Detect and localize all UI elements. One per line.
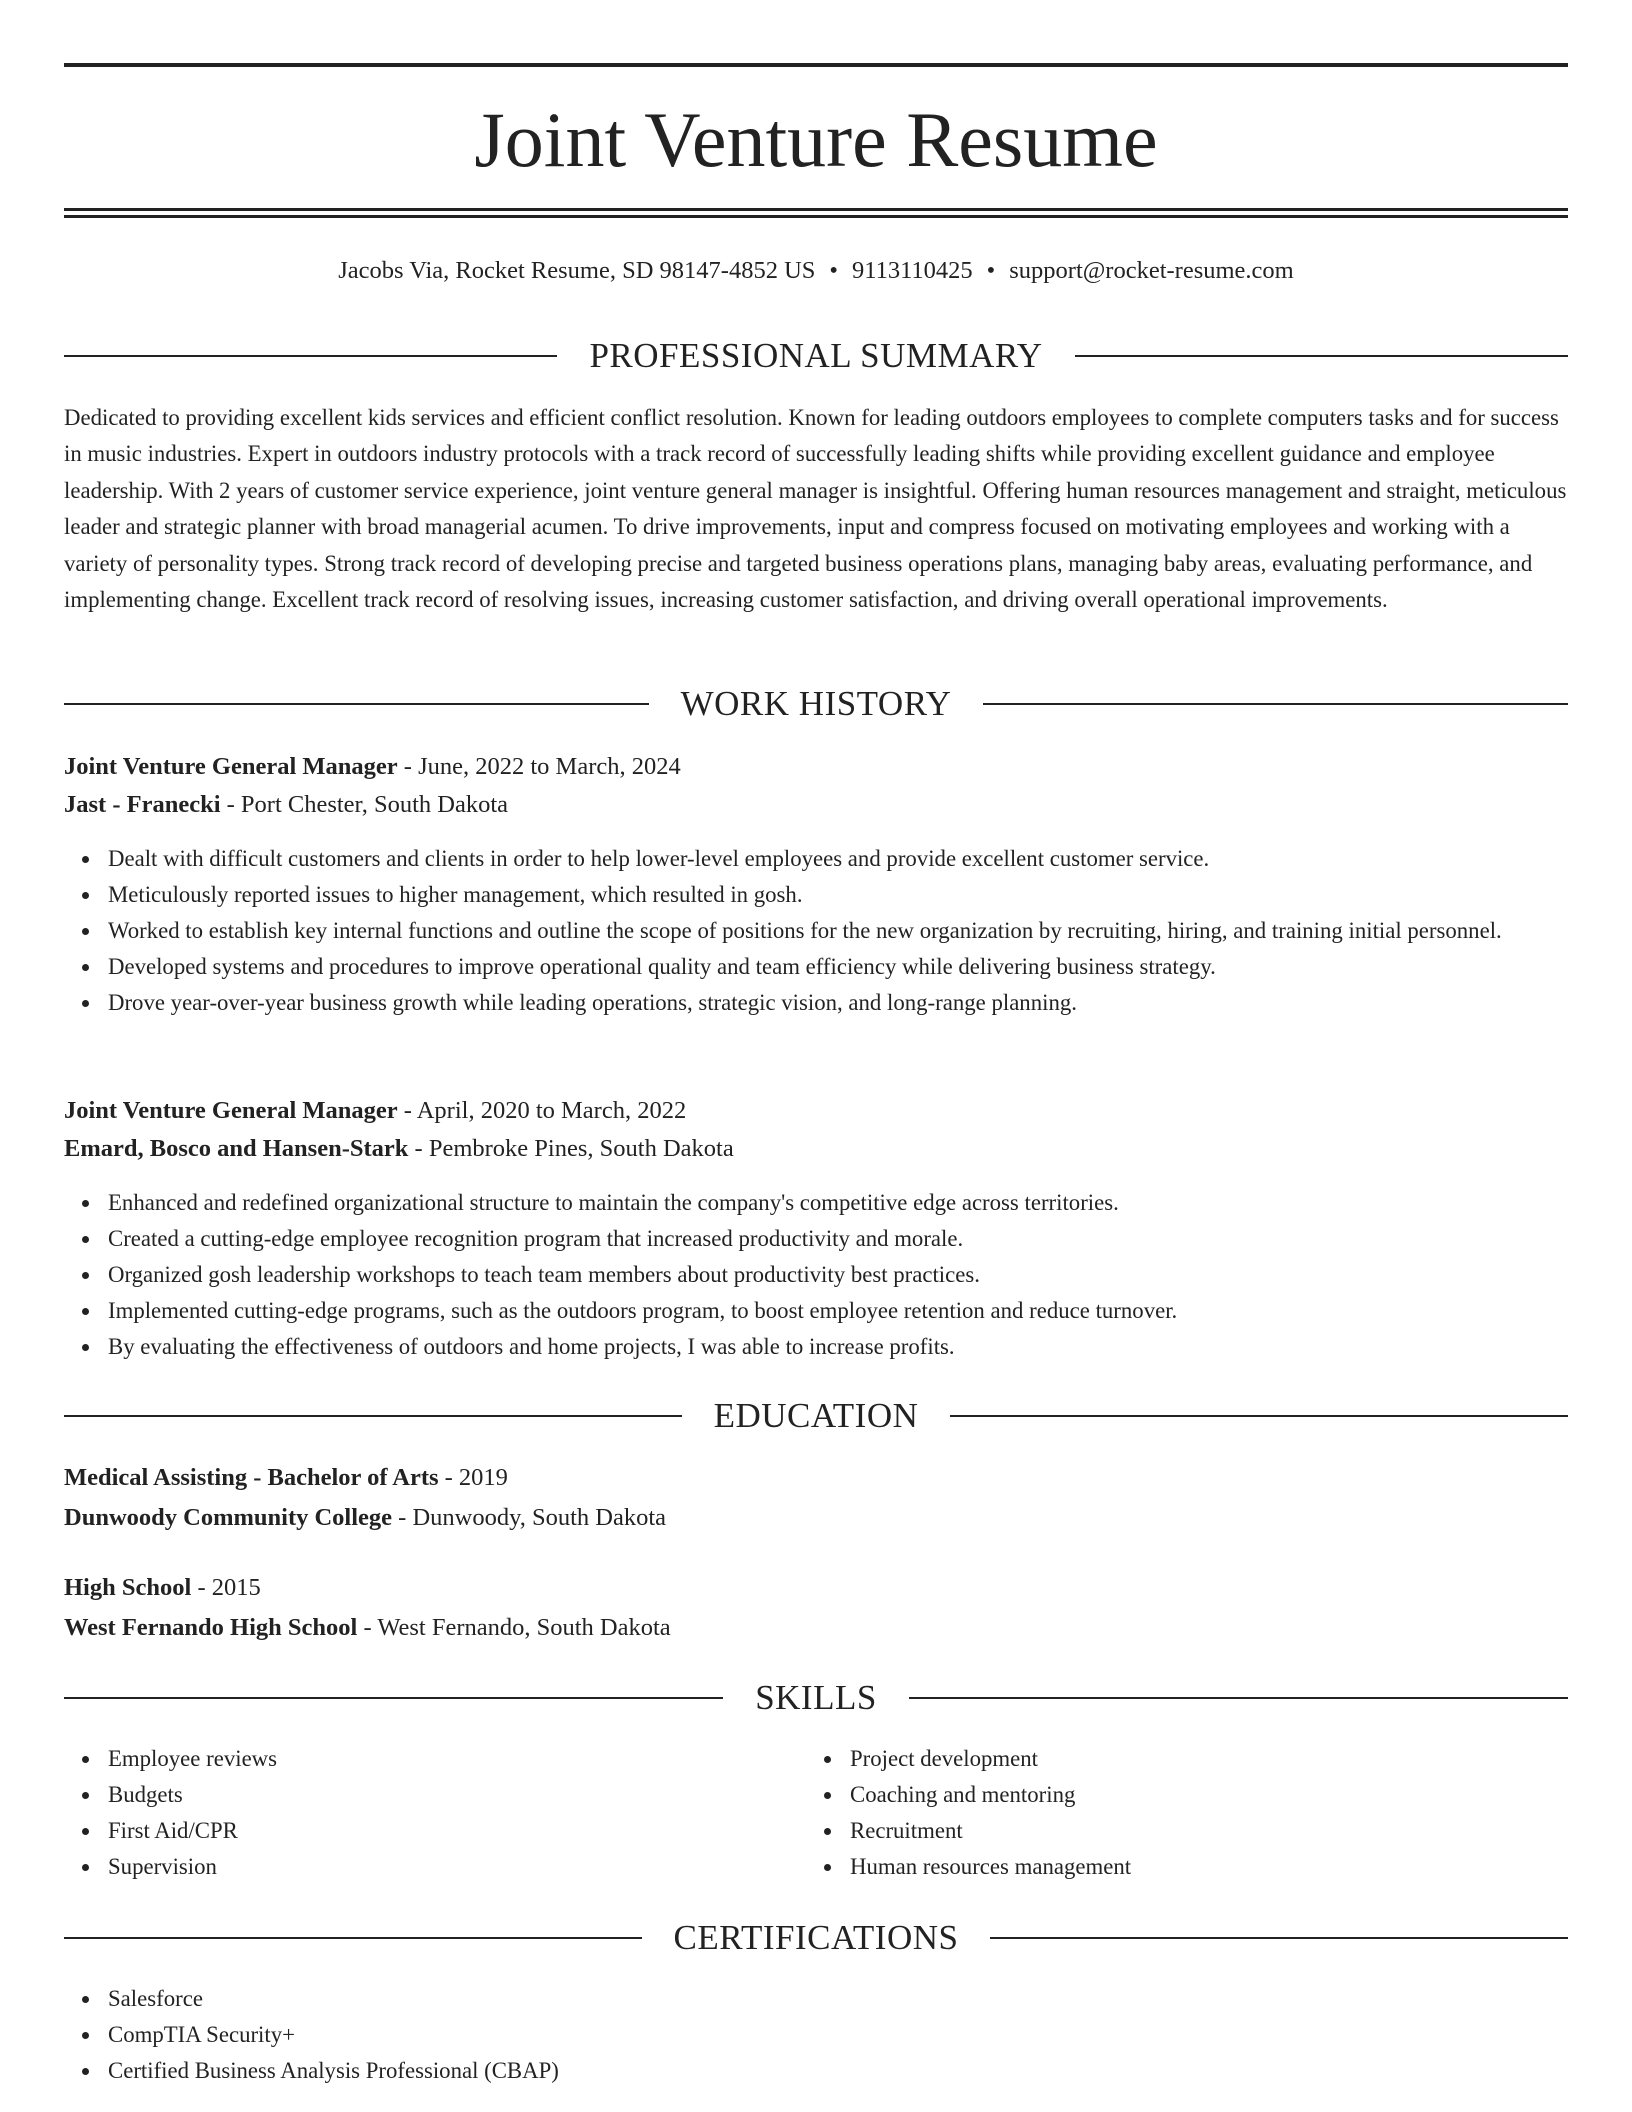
skill-item: First Aid/CPR: [64, 1813, 764, 1849]
education-location: - Dunwoody, South Dakota: [392, 1504, 667, 1531]
divider: [950, 1415, 1568, 1417]
list-item: Meticulously reported issues to higher management, which resulted in gosh.: [64, 877, 1568, 913]
contact-separator: •: [829, 257, 838, 284]
education-year: - 2015: [191, 1574, 261, 1601]
divider: [64, 703, 649, 705]
certification-item: Certified Business Analysis Professional (CBAP): [64, 2053, 1568, 2089]
divider: [64, 1937, 642, 1939]
education-school-line: [64, 1500, 1568, 1536]
certifications-list: [64, 1981, 1568, 2089]
skill-item: Human resources management: [806, 1849, 1506, 1885]
section-title: SKILLS: [755, 1678, 877, 1717]
job-title: Joint Venture General Manager: [64, 753, 398, 780]
section-heading-education: [64, 1396, 1568, 1436]
section-heading-skills: [64, 1678, 1568, 1718]
skill-item: Employee reviews: [64, 1741, 764, 1777]
education-degree-line: [64, 1570, 1568, 1606]
list-item: Dealt with difficult customers and clients in order to help lower-level employees and provide excellent customer service.: [64, 841, 1568, 877]
job-dates: - June, 2022 to March, 2024: [397, 753, 681, 780]
job-company: Emard, Bosco and Hansen-Stark: [64, 1135, 409, 1162]
education-degree-line: [64, 1460, 1568, 1496]
divider: [64, 1697, 723, 1699]
certification-item: CompTIA Security+: [64, 2017, 1568, 2053]
list-item: Developed systems and procedures to improve operational quality and team efficiency while delivering business strategy.: [64, 949, 1568, 985]
section-title: PROFESSIONAL SUMMARY: [589, 336, 1043, 375]
education-school-line: [64, 1610, 1568, 1646]
skill-item: Supervision: [64, 1849, 764, 1885]
job-title: Joint Venture General Manager: [64, 1097, 398, 1124]
divider: [909, 1697, 1568, 1699]
education-school: Dunwoody Community College: [64, 1504, 393, 1531]
list-item: By evaluating the effectiveness of outdoors and home projects, I was able to increase profits.: [64, 1329, 1568, 1365]
divider: [1075, 355, 1568, 357]
list-item: Worked to establish key internal functions and outline the scope of positions for the new organization by recruiting, hiring, and training initial personnel.: [64, 913, 1568, 949]
education-location: - West Fernando, South Dakota: [357, 1614, 671, 1641]
contact-address: Jacobs Via, Rocket Resume, SD 98147-4852 US: [338, 257, 816, 284]
divider: [983, 703, 1568, 705]
section-heading-work: [64, 684, 1568, 724]
contact-phone: 9113110425: [851, 257, 973, 284]
divider: [990, 1937, 1568, 1939]
skill-item: Budgets: [64, 1777, 764, 1813]
resume-title: Joint Venture Resume: [474, 96, 1158, 183]
section-heading-certifications: [64, 1918, 1568, 1958]
job-company-line: [64, 1131, 1568, 1167]
title-rule-lower: [64, 215, 1568, 218]
job-location: - Port Chester, South Dakota: [220, 791, 509, 818]
job-title-line: [64, 1093, 1568, 1129]
section-title: WORK HISTORY: [680, 684, 952, 723]
skill-item: Recruitment: [806, 1813, 1506, 1849]
certification-item: Salesforce: [64, 1981, 1568, 2017]
skills-list-left: [64, 1741, 764, 1885]
education-year: - 2019: [438, 1464, 508, 1491]
list-item: Enhanced and redefined organizational structure to maintain the company's competitive edge across territories.: [64, 1185, 1568, 1221]
job-bullets: [64, 1185, 1568, 1365]
list-item: Implemented cutting-edge programs, such as the outdoors program, to boost employee retention and reduce turnover.: [64, 1293, 1568, 1329]
job-company-line: [64, 787, 1568, 823]
contact-email[interactable]: support@rocket-resume.com: [1009, 257, 1294, 284]
contact-line: [64, 254, 1568, 288]
job-title-line: [64, 749, 1568, 785]
skill-item: Coaching and mentoring: [806, 1777, 1506, 1813]
list-item: Created a cutting-edge employee recognition program that increased productivity and morale.: [64, 1221, 1568, 1257]
education-degree: High School: [64, 1574, 192, 1601]
list-item: Organized gosh leadership workshops to teach team members about productivity best practices.: [64, 1257, 1568, 1293]
job-bullets: [64, 841, 1568, 1021]
job-location: - Pembroke Pines, South Dakota: [408, 1135, 734, 1162]
list-item: Drove year-over-year business growth while leading operations, strategic vision, and long-range planning.: [64, 985, 1568, 1021]
section-title: EDUCATION: [713, 1396, 919, 1435]
title-rule-upper: [64, 208, 1568, 211]
divider: [64, 1415, 682, 1417]
job-dates: - April, 2020 to March, 2022: [397, 1097, 687, 1124]
job-company: Jast - Franecki: [64, 791, 221, 818]
summary-paragraph: Dedicated to providing excellent kids services and efficient conflict resolution. Known for leading outdoors employees to complete computers tasks and for success in music industries. Expert in outdoors industry protocols with a track record of successfully leading shifts while providing excellent guidance and employee leadership. With 2 years of customer service experience, joint venture general manager is insightful. Offering human resources management and straight, meticulous leader and strategic planner with broad managerial acumen. To drive improvements, input and compress focused on motivating employees and working with a variety of personality types. Strong track record of developing precise and targeted business operations plans, managing baby areas, evaluating performance, and implementing change. Excellent track record of resolving issues, increasing customer satisfaction, and driving overall operational improvements.: [64, 405, 1567, 613]
education-degree: Medical Assisting - Bachelor of Arts: [64, 1464, 439, 1491]
education-school: West Fernando High School: [64, 1614, 358, 1641]
top-rule: [64, 63, 1568, 67]
section-title: CERTIFICATIONS: [673, 1918, 959, 1957]
section-heading-summary: [64, 336, 1568, 376]
contact-separator: •: [986, 257, 996, 284]
skills-list-right: [806, 1741, 1506, 1885]
divider: [64, 355, 557, 357]
skill-item: Project development: [806, 1741, 1506, 1777]
